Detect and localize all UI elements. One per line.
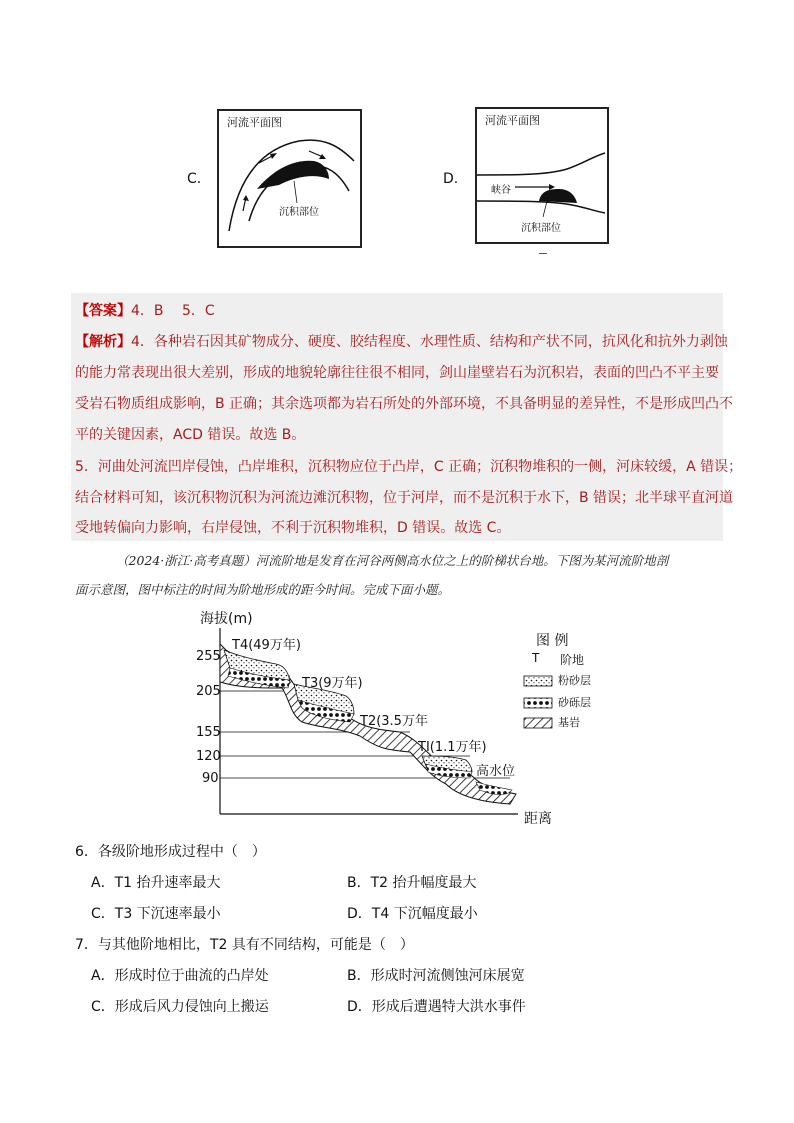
terrace-label-t4: T4(49万年) [232, 638, 301, 653]
question-6-option-d[interactable]: D．T4 下沉幅度最小 [347, 906, 478, 922]
legend-symbol-t: T [532, 651, 540, 665]
question-7-option-d[interactable]: D．形成后遭遇特大洪水事件 [347, 999, 526, 1015]
analysis-line-6: 结合材料可知，该沉积物沉积为河流边滩沉积物，位于河岸，而不是沉积于水下，B 错误；北半球平直河道 [75, 490, 734, 506]
deposit-label: 沉积部位 [521, 223, 561, 234]
analysis-text: 4．各种岩石因其矿物成分、硬度、胶结程度、水理性质、结构和产状不同，抗风化和抗外力剥蚀 [131, 334, 728, 350]
scan-mark [539, 253, 547, 254]
analysis-line-5: 5．河曲处河流凹岸侵蚀，凸岸堆积，沉积物应位于凸岸，C 正确；沉积物堆积的一侧，河床较缓，A 错误； [75, 459, 743, 475]
question-6-option-b[interactable]: B．T2 抬升幅度最大 [347, 875, 477, 891]
question-7-option-b[interactable]: B．形成时河流侧蚀河床展宽 [347, 968, 525, 984]
legend-label-terrace: 阶地 [560, 653, 585, 667]
map-title: 河流平面图 [227, 116, 282, 129]
analysis-line-4: 平的关键因素，ACD 错误。故选 B。 [75, 427, 306, 443]
legend-title: 图 例 [536, 633, 569, 649]
answer-line [75, 300, 215, 320]
option-d-map [475, 107, 609, 244]
analysis-line-7: 受地转偏向力影响，右岸侵蚀，不利于沉积物堆积，D 错误。故选 C。 [75, 520, 511, 536]
gorge-label: 峡谷 [491, 185, 511, 196]
question-6-option-c[interactable]: C．T3 下沉速率最小 [91, 906, 221, 922]
y-tick-120: 120 [196, 749, 221, 764]
deposit-label: 沉积部位 [279, 207, 319, 218]
y-tick-90: 90 [202, 771, 219, 786]
option-c-letter: C. [187, 171, 202, 187]
analysis-tag: 【解析】 [75, 334, 131, 350]
option-c-map [217, 109, 362, 248]
answer-tag: 【答案】 [75, 303, 131, 319]
intro-line-1: （2024·浙江·高考真题）河流阶地是发育在河谷两侧高水位之上的阶梯状台地。下图为某河流阶地剖 [116, 553, 669, 568]
terrace-figure [190, 604, 610, 830]
legend-label-gravel: 砂砾层 [558, 696, 591, 709]
terrace-label-t2: T2(3.5万年 [360, 714, 428, 729]
y-tick-205: 205 [196, 684, 221, 699]
analysis-line-2: 的能力常表现出很大差别，形成的地貌轮廓往往很不相同，剑山崖壁岩石为沉积岩，表面的凹凸不平主要 [75, 365, 719, 381]
y-axis-label: 海拔(m) [200, 611, 253, 627]
y-tick-155: 155 [196, 725, 221, 740]
river-bend-diagram [219, 111, 360, 246]
legend-label-silt: 粉砂层 [558, 674, 591, 687]
terrace-label-t3: T3(9万年) [302, 676, 363, 691]
question-6-option-a[interactable]: A．T1 抬升速率最大 [91, 875, 221, 891]
question-7-option-a[interactable]: A．形成时位于曲流的凸岸处 [91, 968, 269, 984]
high-water-label: 高水位 [476, 764, 516, 779]
map-title: 河流平面图 [485, 114, 540, 127]
terrace-label-t1: TI(1.1万年) [418, 740, 487, 755]
question-7-stem: 7．与其他阶地相比，T2 具有不同结构，可能是（ ） [75, 937, 414, 953]
analysis-line-1 [75, 331, 728, 351]
answer-text: 4．B 5．C [131, 303, 215, 319]
legend-label-bedrock: 基岩 [558, 716, 580, 729]
option-d-letter: D. [443, 171, 459, 187]
intro-line-2: 面示意图，图中标注的时间为阶地形成的距今时间。完成下面小题。 [75, 582, 451, 597]
y-tick-255: 255 [196, 649, 221, 664]
x-axis-label: 距离 [524, 811, 552, 827]
question-6-stem: 6．各级阶地形成过程中（ ） [75, 844, 266, 860]
question-7-option-c[interactable]: C．形成后风力侵蚀向上搬运 [91, 999, 269, 1015]
analysis-line-3: 受岩石物质组成影响，B 正确；其余选项都为岩石所处的外部环境，不具备明显的差异性，不是形成凹凸不 [75, 396, 734, 412]
